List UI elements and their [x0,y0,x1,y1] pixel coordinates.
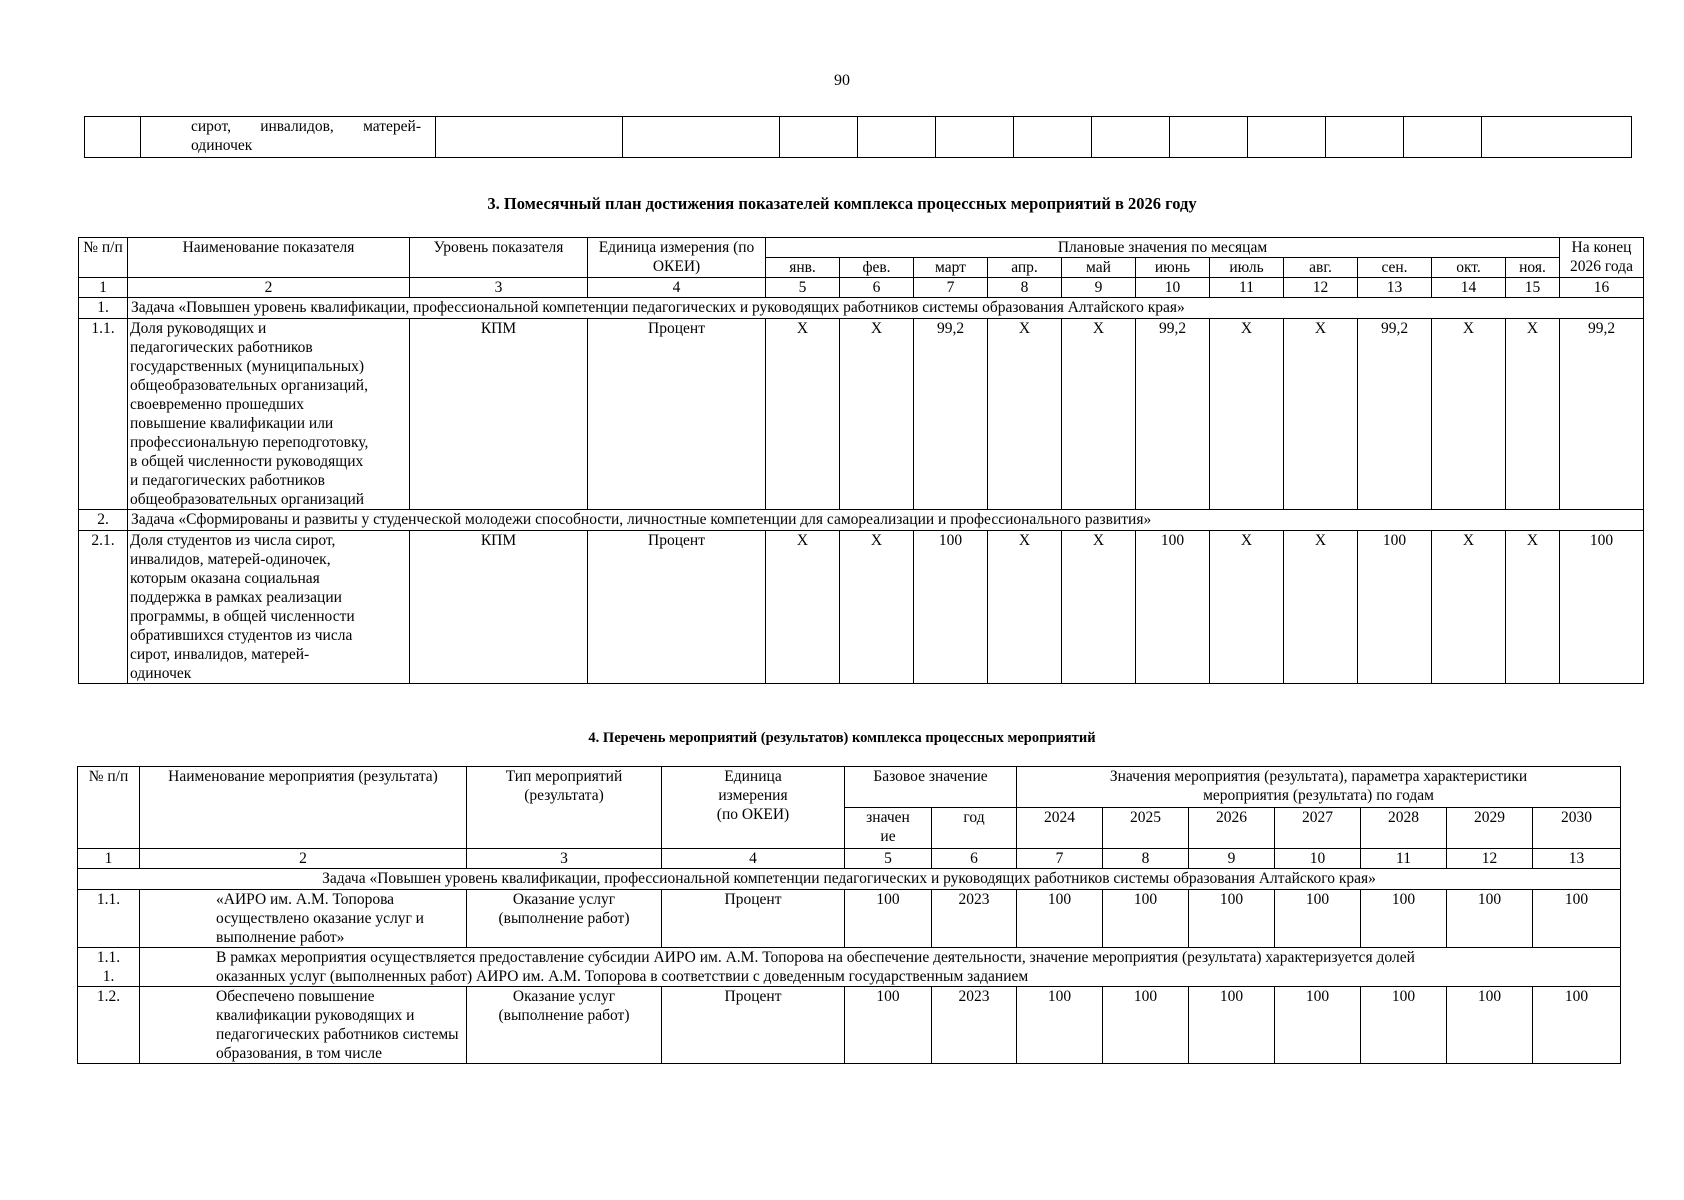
year-value: 100 [1361,890,1447,948]
header-unit: Единица измерения (по ОКЕИ) [662,767,845,849]
column-numbers-row [78,849,1621,869]
event-row [78,987,1621,1064]
header-name: Наименование мероприятия (результата) [140,767,467,849]
col-number: 11 [1210,278,1284,298]
header-row [79,238,1644,258]
row-num: 1.1. [78,890,140,948]
row-num: 2.1. [79,531,128,684]
events-table [77,766,1621,1064]
col-number: 10 [1275,849,1361,869]
indicator-unit: Процент [588,319,766,510]
year-value: 100 [1533,987,1621,1064]
month-value: Х [766,531,840,684]
event-unit: Процент [662,890,845,948]
month-value: 99,2 [914,319,988,510]
indicator-name: Доля студентов из числа сирот, инвалидов, матерей-одиночек, которым оказана социальная поддержка в рамках реализации программы, в общей численности обратившихся студентов из числа сирот, инвалидов, матерей- одиночек [128,531,410,684]
indicator-name: Доля руководящих и педагогических работников государственных (муниципальных) общеобразовательных организаций, своевременно прошедших повышение квалификации или профессиональную переподготовку, в общей численности руководящих и педагогических работников общеобразовательных организаций [128,319,410,510]
col-number: 5 [845,849,932,869]
col-number: 13 [1358,278,1432,298]
year-value: 100 [1189,987,1275,1064]
month-value: Х [1062,319,1136,510]
header-values: Значения мероприятия (результата), параметра характеристики мероприятия (результата) по годам [1017,767,1621,808]
base-value: 100 [845,890,932,948]
task-text: Задача «Повышен уровень квалификации, профессиональной компетенции педагогических и руководящих работников системы образования Алтайского края» [78,869,1621,890]
year-value: 100 [1017,890,1103,948]
col-number: 3 [410,278,588,298]
month-value: Х [988,319,1062,510]
col-number: 6 [840,278,914,298]
month-value: 99,2 [1358,319,1432,510]
base-value: 100 [845,987,932,1064]
header-level: Уровень показателя [410,238,588,278]
indicator-unit: Процент [588,531,766,684]
col-number: 1 [78,849,140,869]
col-number: 12 [1284,278,1358,298]
header-base-year: год [932,808,1017,849]
section3-title: 3. Помесячный план достижения показателей комплекса процессных мероприятий в 2026 году [487,194,1197,213]
year-header: 2026 [1189,808,1275,849]
end-value: 99,2 [1560,319,1644,510]
col-number: 5 [766,278,840,298]
col-number: 7 [914,278,988,298]
base-year: 2023 [932,890,1017,948]
year-value: 100 [1103,890,1189,948]
continuation-name-cell: сирот, инвалидов, матерей- одиночек [141,117,436,158]
header-base: Базовое значение [845,767,1017,808]
event-name: Обеспечено повышение квалификации руководящих и педагогических работников системы образования, в том числе [140,987,467,1064]
year-header: 2027 [1275,808,1361,849]
header-num: № п/п [79,238,128,278]
task-num: 2. [79,510,128,531]
year-header: 2024 [1017,808,1103,849]
col-number: 14 [1432,278,1506,298]
month-value: Х [840,319,914,510]
col-number: 12 [1447,849,1533,869]
month-value: 99,2 [1136,319,1210,510]
col-number: 3 [467,849,662,869]
task-text: Задача «Сформированы и развиты у студенческой молодежи способности, личностные компетенции для самореализации и профессионального развития» [128,510,1644,531]
header-plan: Плановые значения по месяцам [766,238,1560,258]
header-num: № п/п [78,767,140,849]
header-end: На конец 2026 года [1560,238,1644,278]
month-value: Х [988,531,1062,684]
column-numbers-row [79,278,1644,298]
col-number: 10 [1136,278,1210,298]
month-value: Х [840,531,914,684]
month-header: сен. [1358,258,1432,278]
col-number: 15 [1506,278,1560,298]
month-header: авг. [1284,258,1358,278]
col-number: 16 [1560,278,1644,298]
continuation-table [84,116,1632,158]
month-value: Х [1210,531,1284,684]
col-number: 11 [1361,849,1447,869]
year-value: 100 [1275,987,1361,1064]
header-base-value: значен ие [845,808,932,849]
year-value: 100 [1361,987,1447,1064]
month-header: май [1062,258,1136,278]
month-value: Х [766,319,840,510]
continuation-row [85,117,1632,158]
event-name: «АИРО им. А.М. Топорова осуществлено оказание услуг и выполнение работ» [140,890,467,948]
task-num: 1. [79,298,128,319]
month-value: Х [1432,319,1506,510]
col-number: 6 [932,849,1017,869]
row-num: 1.2. [78,987,140,1064]
year-value: 100 [1447,890,1533,948]
event-type: Оказание услуг (выполнение работ) [467,890,662,948]
month-header: июнь [1136,258,1210,278]
monthly-plan-table [78,237,1644,684]
year-value: 100 [1189,890,1275,948]
col-number: 8 [988,278,1062,298]
task-row [79,298,1644,319]
year-value: 100 [1275,890,1361,948]
month-value: Х [1210,319,1284,510]
year-value: 100 [1447,987,1533,1064]
col-number: 2 [140,849,467,869]
event-description: В рамках мероприятия осуществляется предоставление субсидии АИРО им. А.М. Топорова на обеспечение деятельности, значение мероприятия (результата) характеризуется долей оказанных услуг (выполненных работ) АИРО им. А.М. Топорова в соответствии с доведенным государственным заданием [140,948,1621,987]
year-value: 100 [1533,890,1621,948]
event-type: Оказание услуг (выполнение работ) [467,987,662,1064]
event-row [78,890,1621,948]
month-header: ноя. [1506,258,1560,278]
header-name: Наименование показателя [128,238,410,278]
section4-title: 4. Перечень мероприятий (результатов) комплекса процессных мероприятий [588,730,1096,746]
event-description-row [78,948,1621,987]
month-value: Х [1432,531,1506,684]
col-number: 4 [662,849,845,869]
row-num: 1.1. [79,319,128,510]
indicator-level: КПМ [410,319,588,510]
base-year: 2023 [932,987,1017,1064]
end-value: 100 [1560,531,1644,684]
event-unit: Процент [662,987,845,1064]
task-row [78,869,1621,890]
month-value: Х [1284,319,1358,510]
indicator-row [79,531,1644,684]
month-header: июль [1210,258,1284,278]
month-header: апр. [988,258,1062,278]
month-value: 100 [914,531,988,684]
month-header: окт. [1432,258,1506,278]
month-value: 100 [1358,531,1432,684]
month-value: 100 [1136,531,1210,684]
year-header: 2029 [1447,808,1533,849]
col-number: 2 [128,278,410,298]
month-header: март [914,258,988,278]
indicator-row [79,319,1644,510]
month-value: Х [1284,531,1358,684]
year-header: 2028 [1361,808,1447,849]
year-value: 100 [1103,987,1189,1064]
col-number: 13 [1533,849,1621,869]
row-num: 1.1. 1. [78,948,140,987]
task-text: Задача «Повышен уровень квалификации, профессиональной компетенции педагогических и руководящих работников системы образования Алтайского края» [128,298,1644,319]
col-number: 9 [1062,278,1136,298]
col-number: 4 [588,278,766,298]
month-value: Х [1506,319,1560,510]
year-value: 100 [1017,987,1103,1064]
header-unit: Единица измерения (по ОКЕИ) [588,238,766,278]
year-header: 2025 [1103,808,1189,849]
col-number: 7 [1017,849,1103,869]
month-value: Х [1506,531,1560,684]
year-header: 2030 [1533,808,1621,849]
col-number: 1 [79,278,128,298]
header-type: Тип мероприятий (результата) [467,767,662,849]
month-value: Х [1062,531,1136,684]
col-number: 9 [1189,849,1275,869]
indicator-level: КПМ [410,531,588,684]
month-header: янв. [766,258,840,278]
task-row [79,510,1644,531]
page-number: 90 [834,72,850,89]
col-number: 8 [1103,849,1189,869]
month-header: фев. [840,258,914,278]
